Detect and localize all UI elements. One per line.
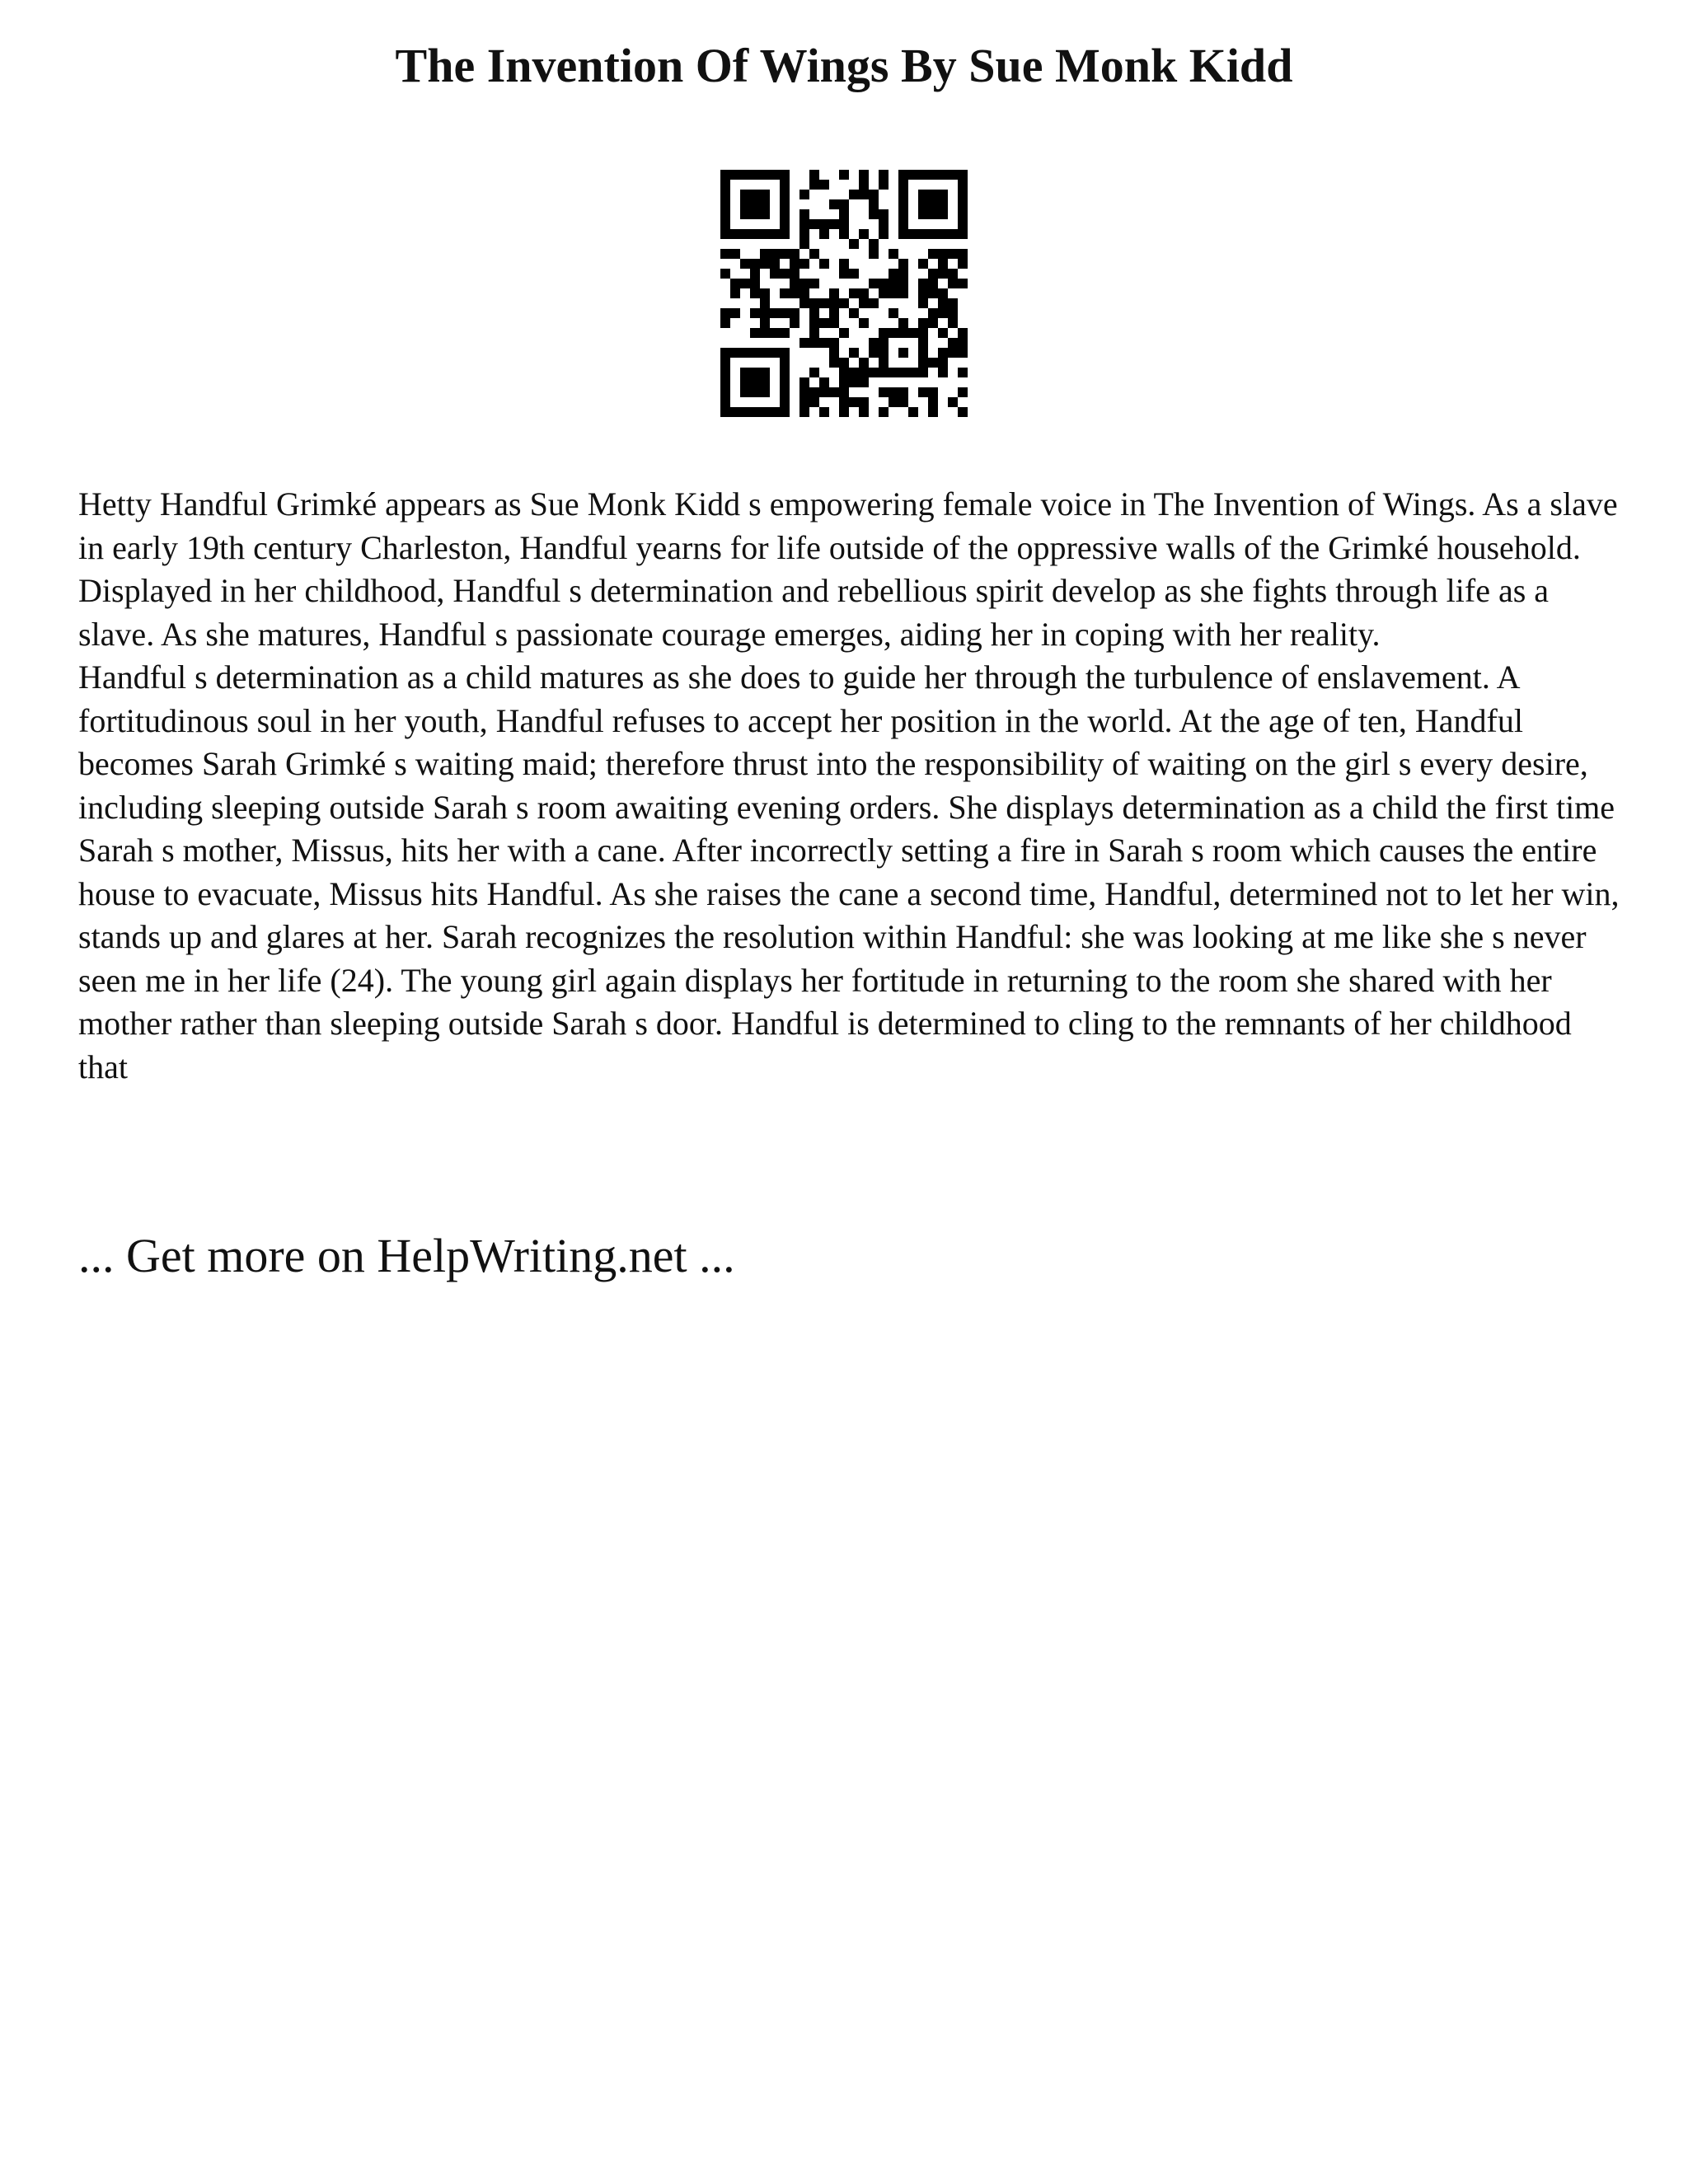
page-title: The Invention Of Wings By Sue Monk Kidd	[395, 39, 1293, 92]
paragraph: Handful s determination as a child matures as she does to guide her through the turbulence of enslavement. A fortitudinous soul in her youth, Handful refuses to accept her position in the world. At the age of ten, Handful becomes Sarah Grimké s waiting maid; therefore thrust into the responsibility of waiting on the girl s every desire, including sleeping outside Sarah s room awaiting evening orders. She displays determination as a child the first time Sarah s mother, Missus, hits her with a cane. After incorrectly setting a fire in Sarah s room which causes the entire house to evacuate, Missus hits Handful. As she raises the cane a second time, Handful, determined not to let her win, stands up and glares at her. Sarah recognizes the resolution within Handful: she was looking at me like she s never seen me in her life (24). The young girl again displays her fortitude in returning to the room she shared with her mother rather than sleeping outside Sarah s door. Handful is determined to cling to the remnants of her childhood that	[78, 658, 1620, 1085]
paragraph: Hetty Handful Grimké appears as Sue Monk Kidd s empowering female voice in The Invention of Wings. As a slave in early 19th century Charleston, Handful yearns for life outside of the oppressive walls of the Grimké household. Displayed in her childhood, Handful s determination and rebellious spirit develop as she fights through life as a slave. As she matures, Handful s passionate courage emerges, aiding her in coping with her reality.	[78, 485, 1618, 653]
article-body	[78, 483, 1620, 1089]
qr-code-icon	[720, 170, 968, 417]
get-more-link[interactable]: ... Get more on HelpWriting.net ...	[78, 1229, 735, 1282]
